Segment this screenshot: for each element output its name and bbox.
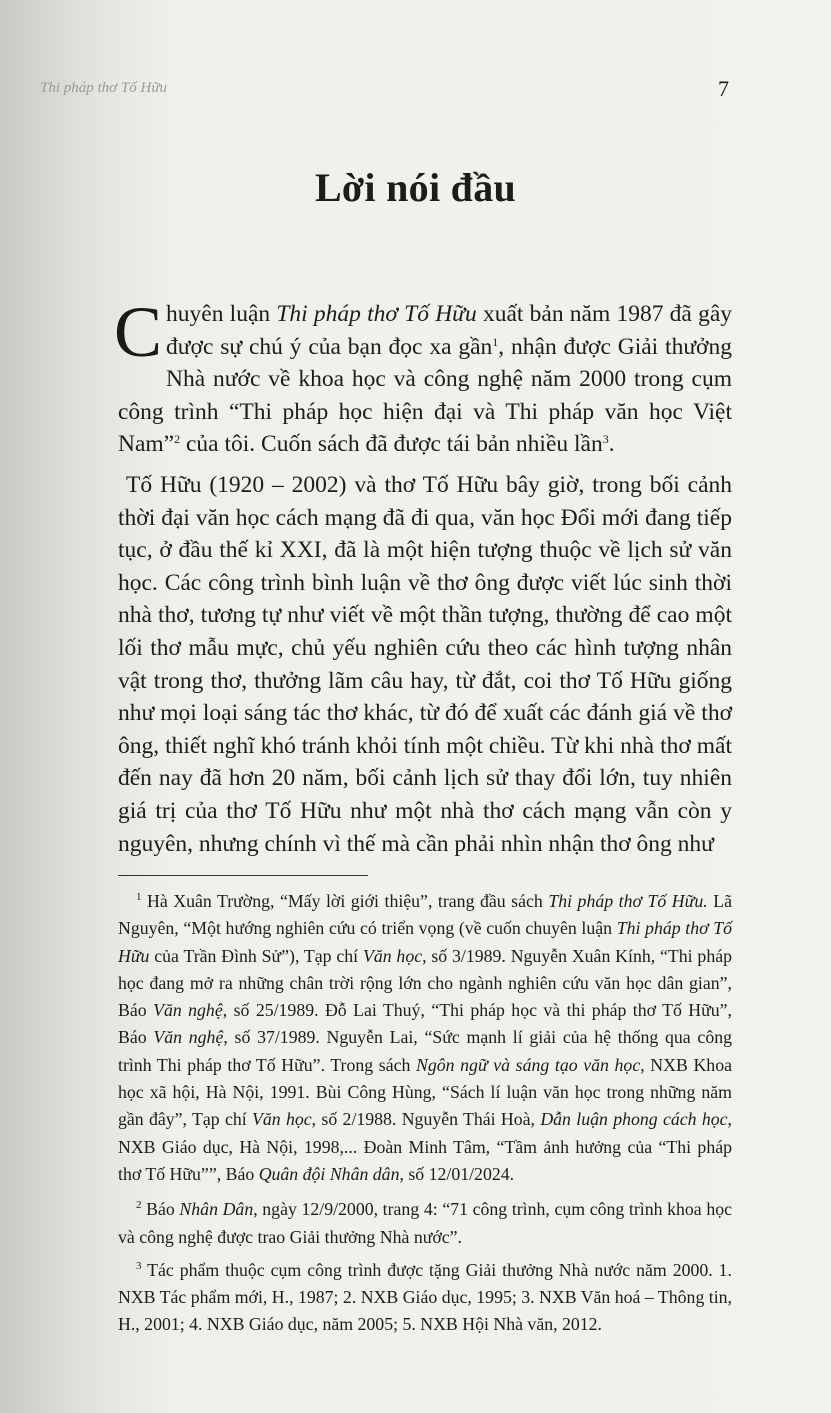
drop-cap: C <box>114 292 163 372</box>
book-title: Thi pháp thơ Tố Hữu <box>276 301 477 327</box>
footnote-1 <box>118 888 732 1188</box>
paragraph-1 <box>114 292 732 461</box>
footnote-2 <box>118 1196 732 1251</box>
text-run: Lã Nguyên, “Một hướng nghiên cứu có triển vọng (về cuốn chuyên luận <box>118 891 732 939</box>
text-run: , NXB Khoa học xã hội, Hà Nội, 1991. Bùi Công Hùng, “Sách lí luận văn học trong những năm gần đây”, Tạp chí <box>118 1054 732 1130</box>
text-run: , số 25/1989. Đỗ Lai Thuý, “Thi pháp học và thi pháp thơ Tố Hữu”, Báo <box>118 1000 733 1048</box>
page-number: 7 <box>718 76 729 101</box>
body-text <box>114 292 732 860</box>
footnotes <box>118 888 732 1339</box>
text-run: , số 2/1988. Nguyễn Thái Hoà, <box>311 1109 541 1130</box>
footnote-number: 3 <box>136 1259 142 1272</box>
footnote-number: 1 <box>136 891 142 903</box>
text-run: , số 12/01/2024. <box>399 1163 515 1184</box>
footnote-number: 2 <box>136 1199 142 1212</box>
italic-run: Văn học <box>252 1109 312 1130</box>
text-run: , nhận được Giải thưởng Nhà nước về khoa học và công nghệ năm 2000 trong cụm công trình “Thi pháp học hiện đại và Thi pháp văn học Việt Nam” <box>118 333 732 458</box>
italic-run: Văn nghệ <box>153 1000 223 1021</box>
italic-run: Văn học <box>362 945 423 966</box>
footnote-3 <box>118 1257 732 1339</box>
text-run: Tố Hữu (1920 – 2002) và thơ Tố Hữu bây giờ, trong bối cảnh thời đại văn học cách mạng đã đi qua, văn học Đổi mới đang tiếp tục, ở đầu thế kỉ XXI, đã là một hiện tượng thuộc về lịch sử văn học. Các công trình bình luận về thơ ông được viết lúc sinh thời nhà thơ, tương tự như viết về một thần tượng, thường để cao một lối thơ mẫu mực, chủ yếu nghiên cứu theo các hình tượng nhân vật trong thơ, thưởng lãm câu hay, từ đắt, coi thơ Tố Hữu giống như mọi loại sáng tác thơ khác, từ đó để xuất các đánh giá về thơ ông, thiết nghĩ khó tránh khỏi tính một chiều. Từ khi nhà thơ mất đến nay đã hơn 20 năm, bối cảnh lịch sử thay đổi lớn, tuy nhiên giá trị của thơ Tố Hữu như một nhà thơ cách mạng vẫn còn y nguyên, nhưng chính vì thế mà cần phải nhìn nhận thơ ông như <box>118 471 732 857</box>
text-run: của tôi. Cuốn sách đã được tái bản nhiều lần <box>180 431 603 458</box>
footnote-divider <box>118 875 368 876</box>
footnote-ref-2: 2 <box>174 432 181 447</box>
text-run: Báo <box>146 1199 180 1220</box>
text-run: của Trần Đình Sử”), Tạp chí <box>149 945 363 966</box>
running-head: Thi pháp thơ Tố Hữu <box>40 80 168 96</box>
italic-run: Văn nghệ <box>153 1027 224 1048</box>
footnote-ref-1: 1 <box>492 334 499 349</box>
text-run: , số 37/1989. Nguyễn Lai, “Sức mạnh lí giải của hệ thống qua công trình Thi pháp thơ Tố Hữu”. Trong sách <box>118 1027 732 1075</box>
italic-run: Thi pháp thơ Tố Hữu <box>118 918 732 966</box>
italic-run: Quân đội Nhân dân <box>258 1163 400 1184</box>
italic-run: Thi pháp thơ Tố Hữu. <box>548 891 708 911</box>
italic-run: Ngôn ngữ và sáng tạo văn học <box>416 1054 641 1075</box>
text-run: xuất bản năm 1987 đã gây được sự chú ý của bạn đọc xa gần <box>166 301 732 360</box>
page-title: Lời nói đầu <box>314 165 517 210</box>
italic-run: Nhân Dân <box>179 1199 254 1220</box>
text-run: Tác phẩm thuộc cụm công trình được tặng Giải thưởng Nhà nước năm 2000. 1. NXB Tác phẩm mới, H., 1987; 2. NXB Giáo dục, 1995; 3. NXB Văn hoá – Thông tin, H., 2001; 4. NXB Giáo dục, năm 2005; 5. NXB Hội Nhà văn, 2012. <box>118 1259 732 1335</box>
text-run: , số 3/1989. Nguyễn Xuân Kính, “Thi pháp học đang mở ra những chân trời rộng lớn cho ngành nghiên cứu văn học dân gian”, Báo <box>118 945 732 1021</box>
text-run: huyên luận <box>166 301 277 327</box>
text-run: Hà Xuân Trường, “Mấy lời giới thiệu”, trang đầu sách <box>147 891 549 911</box>
footnote-ref-3: 3 <box>602 432 609 447</box>
italic-run: Dẫn luận phong cách học <box>540 1109 728 1130</box>
paragraph-2 <box>118 469 732 860</box>
text-run: . <box>608 431 615 458</box>
text-run: , ngày 12/9/2000, trang 4: “71 công trình, cụm công trình khoa học và công nghệ được trao Giải thưởng Nhà nước”. <box>118 1199 732 1247</box>
text-run: , NXB Giáo dục, Hà Nội, 1998,... Đoàn Minh Tâm, “Tầm ảnh hưởng của “Thi pháp thơ Tố Hữu””, Báo <box>118 1109 732 1184</box>
